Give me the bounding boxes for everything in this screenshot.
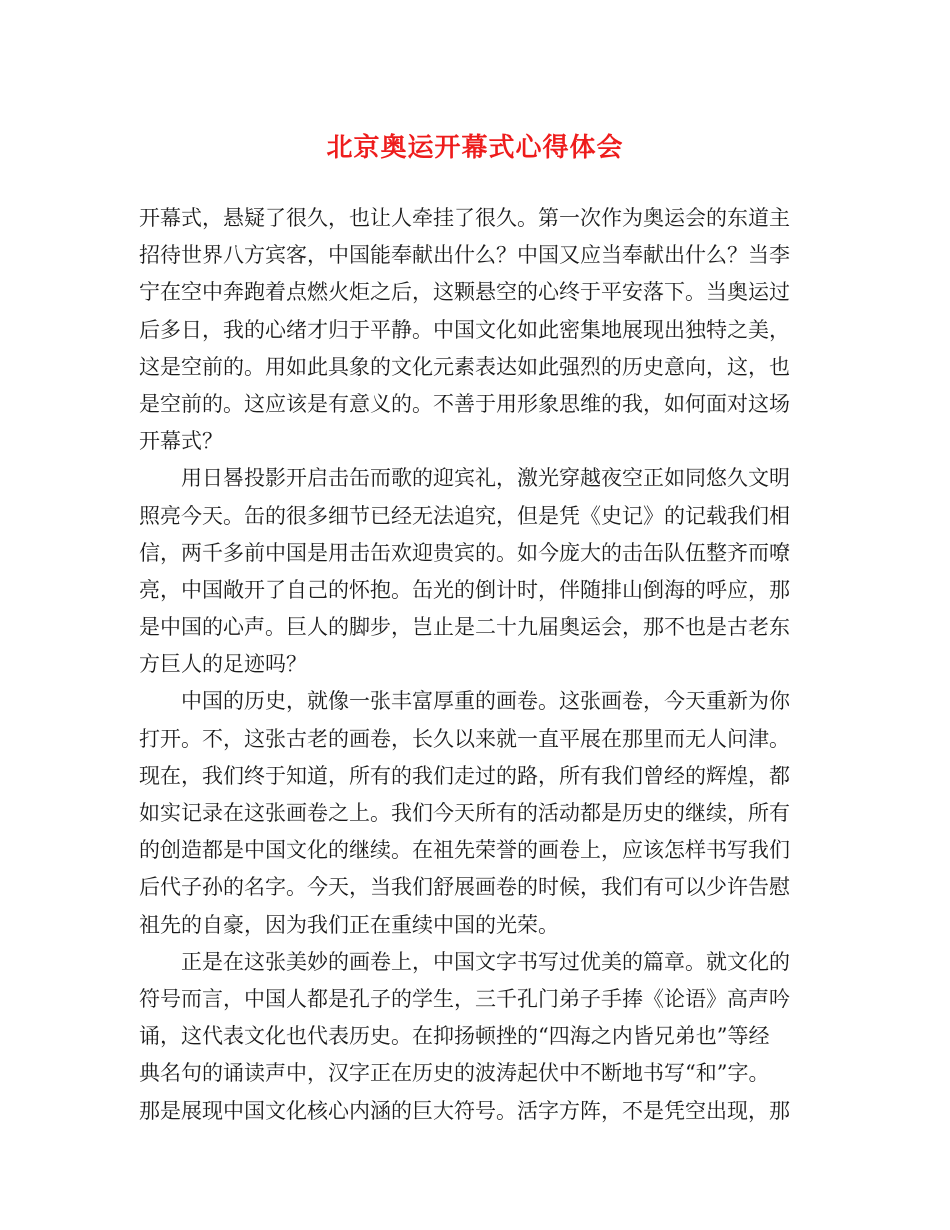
text-line: 中国的历史，就像一张丰富厚重的画卷。这张画卷，今天重新为你 [181,689,790,714]
text-line: 开幕式，悬疑了很久，也让人牵挂了很久。第一次作为奥运会的东道主 [139,206,790,230]
text-line: 宁在空中奔跑着点燃火炬之后，这颗悬空的心终于平安落下。当奥运过 [139,280,790,305]
text-line: 正是在这张美妙的画卷上，中国文字书写过优美的篇章。就文化的 [181,949,790,974]
paragraph-1 [139,200,815,460]
paragraph-4 [139,944,815,1130]
document-body [139,200,815,1130]
text-line: 开幕式？ [139,429,223,454]
text-line: 那是展现中国文化核心内涵的巨大符号。活字方阵，不是凭空出现，那 [139,1098,790,1123]
paragraph-2 [139,460,815,683]
text-line: 现在，我们终于知道，所有的我们走过的路，所有我们曾经的辉煌，都 [139,763,790,788]
text-line: 照亮今天。缶的很多细节已经无法追究，但是凭《史记》的记载我们相 [139,503,790,528]
text-line: 典名句的诵读声中，汉字正在历史的波涛起伏中不断地书写“和”字。 [139,1061,770,1086]
text-line: 如实记录在这张画卷之上。我们今天所有的活动都是历史的继续，所有 [139,801,790,825]
text-line: 后多日，我的心绪才归于平静。中国文化如此密集地展现出独特之美， [139,317,790,342]
text-line: 符号而言，中国人都是孔子的学生，三千孔门弟子手捧《论语》高声吟 [139,986,790,1011]
text-line: 用日晷投影开启击缶而歌的迎宾礼，激光穿越夜空正如同悠久文明 [181,466,790,491]
text-line: 的创造都是中国文化的继续。在祖先荣誉的画卷上，应该怎样书写我们 [139,838,790,863]
text-line: 祖先的自豪，因为我们正在重续中国的光荣。 [139,912,559,937]
text-line: 打开。不，这张古老的画卷，长久以来就一直平展在那里而无人问津。 [139,726,790,751]
text-line: 亮，中国敞开了自己的怀抱。缶光的倒计时，伴随排山倒海的呼应，那 [139,577,790,602]
text-line: 是空前的。这应该是有意义的。不善于用形象思维的我，如何面对这场 [139,391,790,416]
text-line: 后代子孙的名字。今天，当我们舒展画卷的时候，我们有可以少许告慰 [139,875,790,900]
text-line: 方巨人的足迹吗？ [139,652,307,677]
text-line: 这是空前的。用如此具象的文化元素表达如此强烈的历史意向，这，也 [139,354,790,379]
text-line: 招待世界八方宾客，中国能奉献出什么？中国又应当奉献出什么？当李 [139,243,790,268]
paragraph-3 [139,683,815,943]
text-line: 信，两千多前中国是用击缶欢迎贵宾的。如今庞大的击缶队伍整齐而嘹 [139,540,790,565]
document-title: 北京奥运开幕式心得体会 [326,133,624,163]
text-line: 是中国的心声。巨人的脚步，岂止是二十九届奥运会，那不也是古老东 [139,615,790,640]
text-line: 诵，这代表文化也代表历史。在抑扬顿挫的“四海之内皆兄弟也”等经 [139,1024,770,1049]
